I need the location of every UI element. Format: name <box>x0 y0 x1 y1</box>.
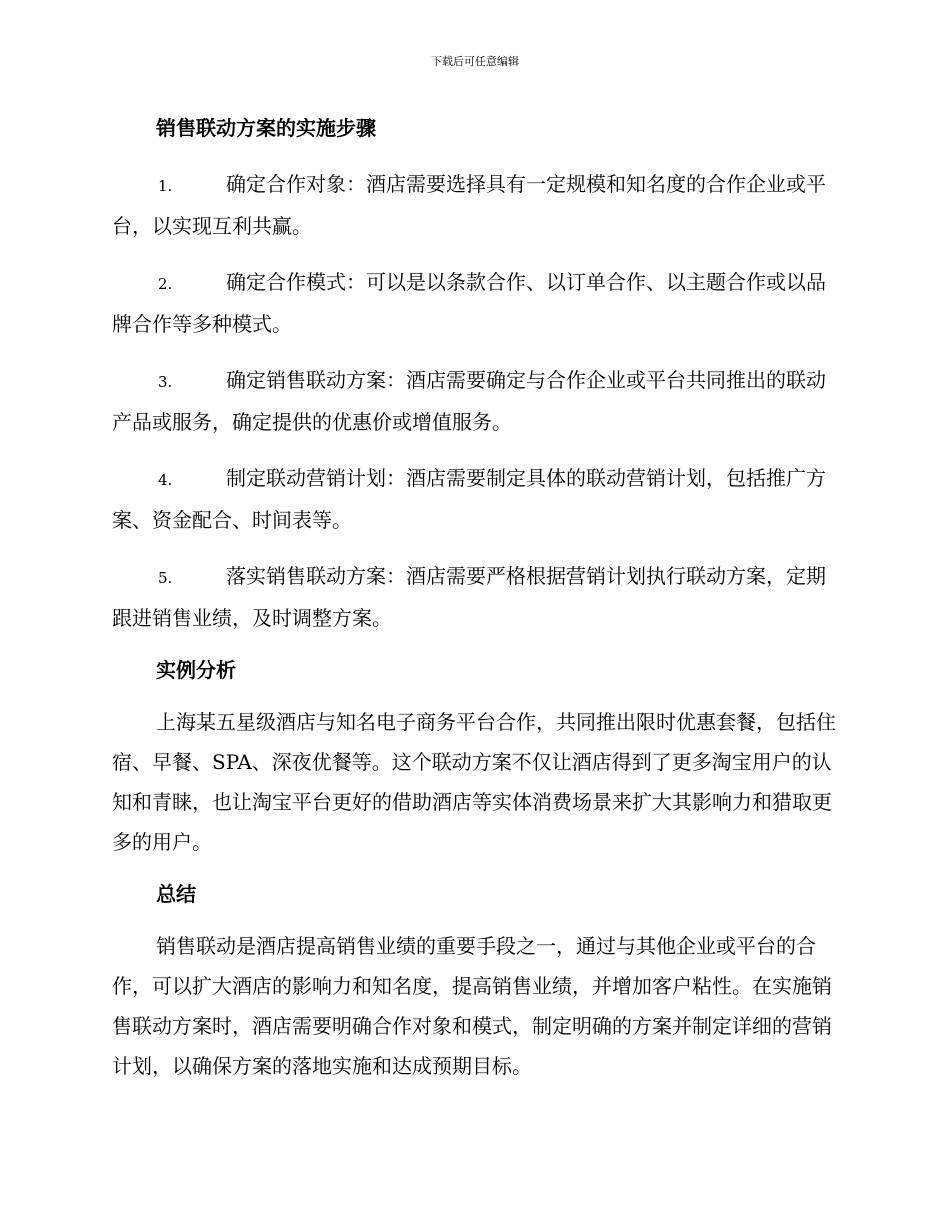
step-text: 落实销售联动方案：酒店需要严格根据营销计划执行联动方案，定期跟进销售业绩，及时调整方案。 <box>112 564 826 630</box>
step-text: 制定联动营销计划：酒店需要制定具体的联动营销计划，包括推广方案、资金配合、时间表等。 <box>112 466 826 532</box>
step-item <box>112 360 838 442</box>
case-paragraph: 上海某五星级酒店与知名电子商务平台合作，共同推出限时优惠套餐，包括住宿、早餐、SPA、深夜优餐等。这个联动方案不仅让酒店得到了更多淘宝用户的认知和青睐，也让淘宝平台更好的借助酒店等实体消费场景来扩大其影响力和猎取更多的用户。 <box>112 710 836 854</box>
document-body <box>112 108 838 1086</box>
header-note: 下载后可任意编辑 <box>431 55 519 68</box>
step-text: 确定合作模式：可以是以条款合作、以订单合作、以主题合作或以品牌合作等多种模式。 <box>112 270 826 336</box>
steps-heading: 销售联动方案的实施步骤 <box>156 116 376 140</box>
step-number: 3. <box>158 373 173 391</box>
step-text: 确定合作对象：酒店需要选择具有一定规模和知名度的合作企业或平台，以实现互利共赢。 <box>112 172 826 238</box>
step-number: 1. <box>158 177 173 195</box>
step-item <box>112 262 838 344</box>
step-item <box>112 164 838 246</box>
summary-paragraph: 销售联动是酒店提高销售业绩的重要手段之一，通过与其他企业或平台的合作，可以扩大酒店的影响力和知名度，提高销售业绩，并增加客户粘性。在实施销售联动方案时，酒店需要明确合作对象和模式，制定明确的方案并制定详细的营销计划，以确保方案的落地实施和达成预期目标。 <box>112 934 832 1078</box>
step-item <box>112 458 838 540</box>
step-number: 5. <box>158 569 173 587</box>
summary-heading: 总结 <box>156 882 196 906</box>
case-heading: 实例分析 <box>156 658 236 682</box>
step-number: 2. <box>158 275 173 293</box>
step-text: 确定销售联动方案：酒店需要确定与合作企业或平台共同推出的联动产品或服务，确定提供的优惠价或增值服务。 <box>112 368 826 434</box>
step-number: 4. <box>158 471 173 489</box>
step-item <box>112 556 838 638</box>
